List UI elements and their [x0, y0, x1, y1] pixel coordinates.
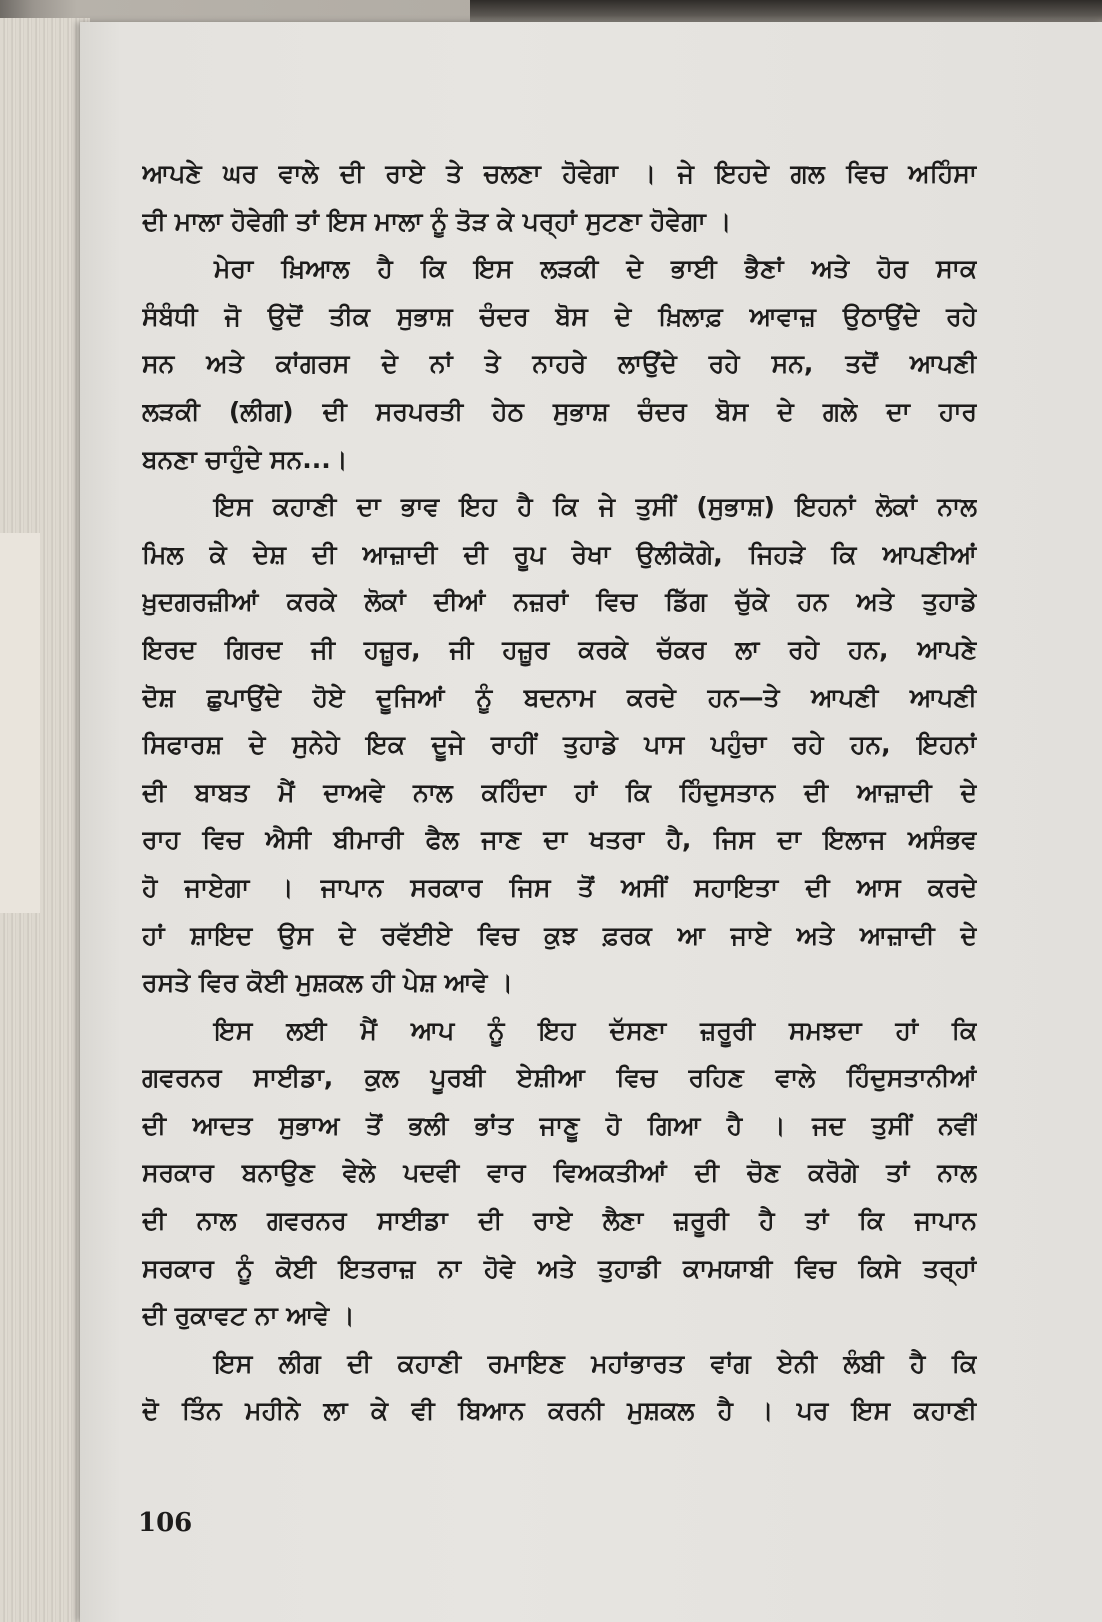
text-line: ਦੀ ਆਦਤ ਸੁਭਾਅ ਤੋਂ ਭਲੀ ਭਾਂਤ ਜਾਣੂ ਹੋ ਗਿਆ ਹੈ । ਜਦ ਤੁਸੀਂ ਨਵੀਂ	[142, 1110, 977, 1140]
text-line: ਸਨ ਅਤੇ ਕਾਂਗਰਸ ਦੇ ਨਾਂ ਤੇ ਨਾਹਰੇ ਲਾਉਂਦੇ ਰਹੇ ਸਨ, ਤਦੋਂ ਆਪਣੀ	[142, 349, 977, 379]
text-line: ਸੰਬੰਧੀ ਜੋ ਉਦੋਂ ਤੀਕ ਸੁਭਾਸ਼ ਚੰਦਰ ਬੋਸ ਦੇ ਖ਼ਿਲਾਫ਼ ਆਵਾਜ਼ ਉਠਾਉਂਦੇ ਰਹੇ	[142, 301, 977, 331]
text-line: ਲੜਕੀ (ਲੀਗ) ਦੀ ਸਰਪਰਤੀ ਹੇਠ ਸੁਭਾਸ਼ ਚੰਦਰ ਬੋਸ ਦੇ ਗਲੇ ਦਾ ਹਾਰ	[142, 396, 977, 426]
text-line: ਰਾਹ ਵਿਚ ਐਸੀ ਬੀਮਾਰੀ ਫੈਲ ਜਾਣ ਦਾ ਖਤਰਾ ਹੈ, ਜਿਸ ਦਾ ਇਲਾਜ ਅਸੰਭਵ	[142, 825, 977, 855]
text-line: ਇਸ ਕਹਾਣੀ ਦਾ ਭਾਵ ਇਹ ਹੈ ਕਿ ਜੇ ਤੁਸੀਂ (ਸੁਭਾਸ਼) ਇਹਨਾਂ ਲੋਕਾਂ ਨਾਲ	[214, 492, 977, 522]
text-line: ਬਨਣਾ ਚਾਹੁੰਦੇ ਸਨ...।	[142, 444, 348, 474]
text-line: ਇਸ ਲੀਗ ਦੀ ਕਹਾਣੀ ਰਮਾਇਣ ਮਹਾਂਭਾਰਤ ਵਾਂਗ ਏਨੀ ਲੰਬੀ ਹੈ ਕਿ	[214, 1348, 977, 1378]
text-line: ਦੋਸ਼ ਛੁਪਾਉਂਦੇ ਹੋਏ ਦੂਜਿਆਂ ਨੂੰ ਬਦਨਾਮ ਕਰਦੇ ਹਨ—ਤੇ ਆਪਣੀ ਆਪਣੀ	[142, 682, 977, 712]
text-line: ਦੀ ਮਾਲਾ ਹੋਵੇਗੀ ਤਾਂ ਇਸ ਮਾਲਾ ਨੂੰ ਤੋੜ ਕੇ ਪਰ੍ਹਾਂ ਸੁਟਣਾ ਹੋਵੇਗਾ ।	[142, 206, 732, 236]
text-line: ਮਿਲ ਕੇ ਦੇਸ਼ ਦੀ ਆਜ਼ਾਦੀ ਦੀ ਰੂਪ ਰੇਖਾ ਉਲੀਕੋਗੇ, ਜਿਹੜੇ ਕਿ ਆਪਣੀਆਂ	[142, 539, 977, 569]
text-line: ਆਪਣੇ ਘਰ ਵਾਲੇ ਦੀ ਰਾਏ ਤੇ ਚਲਣਾ ਹੋਵੇਗਾ । ਜੇ ਇਹਦੇ ਗਲ ਵਿਚ ਅਹਿੰਸਾ	[142, 159, 977, 188]
text-line: ਮੇਰਾ ਖ਼ਿਆਲ ਹੈ ਕਿ ਇਸ ਲੜਕੀ ਦੇ ਭਾਈ ਭੈਣਾਂ ਅਤੇ ਹੋਰ ਸਾਕ	[214, 254, 977, 284]
page-text	[142, 150, 977, 1435]
text-line: ਦੀ ਬਾਬਤ ਮੈਂ ਦਾਅਵੇ ਨਾਲ ਕਹਿੰਦਾ ਹਾਂ ਕਿ ਹਿੰਦੁਸਤਾਨ ਦੀ ਆਜ਼ਾਦੀ ਦੇ	[142, 777, 977, 807]
page-stack-edge	[0, 18, 90, 1622]
text-line: ਖ਼ੁਦਗਰਜ਼ੀਆਂ ਕਰਕੇ ਲੋਕਾਂ ਦੀਆਂ ਨਜ਼ਰਾਂ ਵਿਚ ਡਿੱਗ ਚੁੱਕੇ ਹਨ ਅਤੇ ਤੁਹਾਡੇ	[142, 587, 977, 617]
text-line: ਸਰਕਾਰ ਨੂੰ ਕੋਈ ਇਤਰਾਜ਼ ਨਾ ਹੋਵੇ ਅਤੇ ਤੁਹਾਡੀ ਕਾਮਯਾਬੀ ਵਿਚ ਕਿਸੇ ਤਰ੍ਹਾਂ	[142, 1253, 977, 1283]
text-line: ਦੀ ਨਾਲ ਗਵਰਨਰ ਸਾਈਡਾ ਦੀ ਰਾਏ ਲੈਣਾ ਜ਼ਰੂਰੀ ਹੈ ਤਾਂ ਕਿ ਜਾਪਾਨ	[142, 1206, 977, 1236]
page-stack-notch	[0, 533, 40, 913]
text-line: ਦੀ ਰੁਕਾਵਟ ਨਾ ਆਵੇ ।	[142, 1301, 355, 1331]
text-line: ਹਾਂ ਸ਼ਾਇਦ ਉਸ ਦੇ ਰਵੱਈਏ ਵਿਚ ਕੁਝ ਫ਼ਰਕ ਆ ਜਾਏ ਅਤੇ ਆਜ਼ਾਦੀ ਦੇ	[142, 920, 977, 950]
text-line: ਗਵਰਨਰ ਸਾਈਡਾ, ਕੁਲ ਪੂਰਬੀ ਏਸ਼ੀਆ ਵਿਚ ਰਹਿਣ ਵਾਲੇ ਹਿੰਦੁਸਤਾਨੀਆਂ	[142, 1063, 977, 1093]
text-line: ਰਸਤੇ ਵਿਰ ਕੋਈ ਮੁਸ਼ਕਲ ਹੀ ਪੇਸ਼ ਆਵੇ ।	[142, 968, 513, 998]
text-line: ਸਿਫਾਰਸ਼ ਦੇ ਸੁਨੇਹੇ ਇਕ ਦੂਜੇ ਰਾਹੀਂ ਤੁਹਾਡੇ ਪਾਸ ਪਹੁੰਚਾ ਰਹੇ ਹਨ, ਇਹਨਾਂ	[142, 730, 977, 760]
text-line: ਹੋ ਜਾਏਗਾ । ਜਾਪਾਨ ਸਰਕਾਰ ਜਿਸ ਤੋਂ ਅਸੀਂ ਸਹਾਇਤਾ ਦੀ ਆਸ ਕਰਦੇ	[142, 872, 977, 902]
text-line: ਇਰਦ ਗਿਰਦ ਜੀ ਹਜ਼ੂਰ, ਜੀ ਹਜ਼ੂਰ ਕਰਕੇ ਚੱਕਰ ਲਾ ਰਹੇ ਹਨ, ਆਪਣੇ	[142, 634, 977, 664]
text-line: ਦੋ ਤਿੰਨ ਮਹੀਨੇ ਲਾ ਕੇ ਵੀ ਬਿਆਨ ਕਰਨੀ ਮੁਸ਼ਕਲ ਹੈ । ਪਰ ਇਸ ਕਹਾਣੀ	[142, 1396, 977, 1426]
page-number: 106	[138, 1508, 193, 1538]
text-line: ਇਸ ਲਈ ਮੈਂ ਆਪ ਨੂੰ ਇਹ ਦੱਸਣਾ ਜ਼ਰੂਰੀ ਸਮਝਦਾ ਹਾਂ ਕਿ	[214, 1015, 977, 1045]
text-line: ਸਰਕਾਰ ਬਨਾਉਣ ਵੇਲੇ ਪਦਵੀ ਵਾਰ ਵਿਅਕਤੀਆਂ ਦੀ ਚੋਣ ਕਰੋਗੇ ਤਾਂ ਨਾਲ	[142, 1158, 977, 1188]
